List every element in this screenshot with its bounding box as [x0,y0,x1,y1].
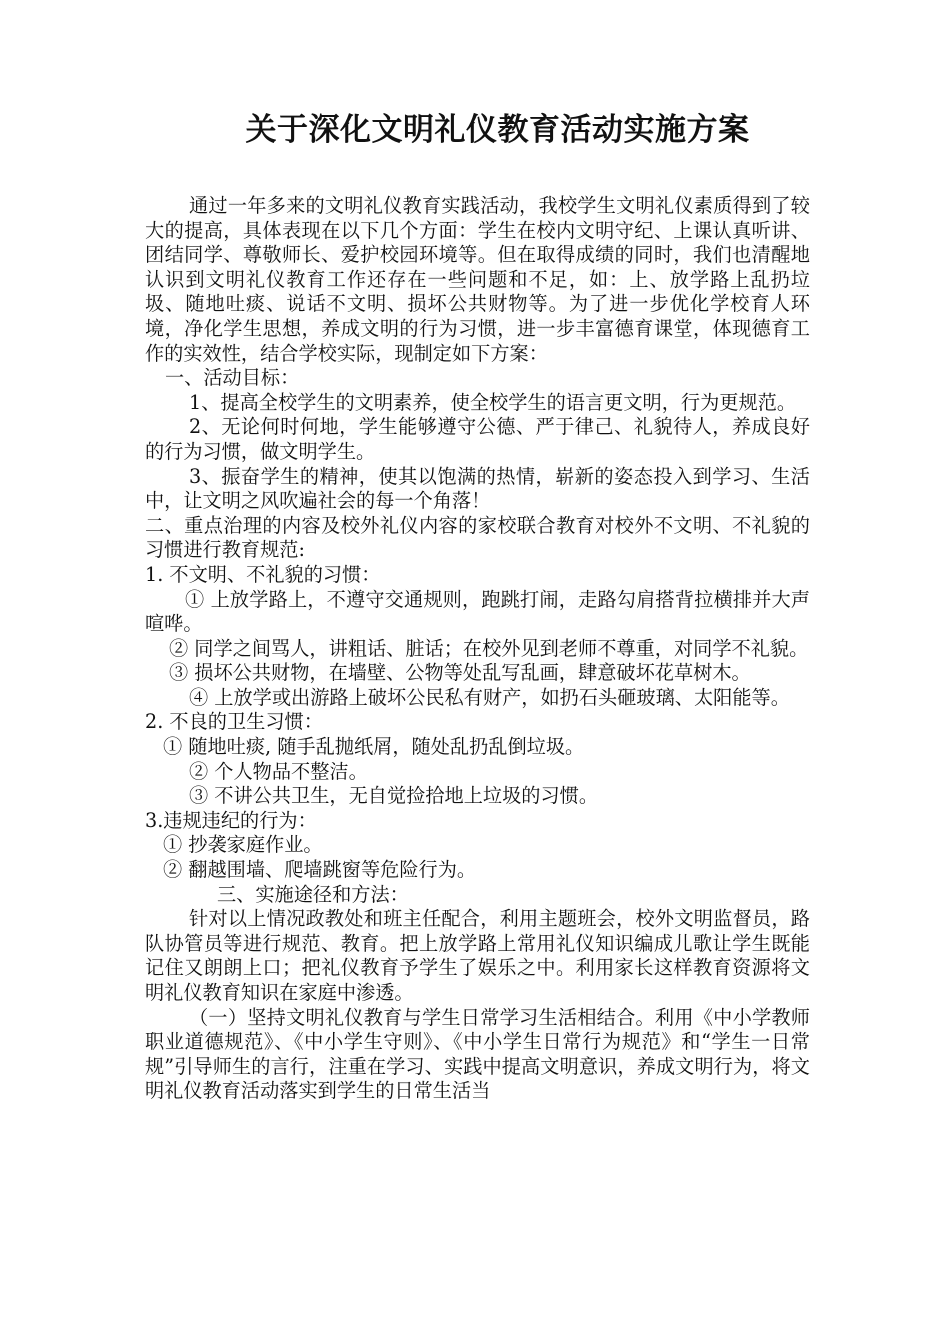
methods-item-1: （一）坚持文明礼仪教育与学生日常学习生活相结合。利用《中小学教师职业道德规范》、《中小学生守则》、《中小学生日常行为规范》和“学生一日常规”引导师生的言行，注重在学习、实践中提高文明意识，养成文明行为，将文明礼仪教育活动落实到学生的日常生活当 [145,1005,810,1103]
goal-item-1: 1、提高全校学生的文明素养，使全校学生的语言更文明，行为更规范。 [189,390,797,414]
subsection-heading-2: 2. 不良的卫生习惯： [145,710,323,734]
goal-item-2: 2、无论何时何地，学生能够遵守公德、严于律己、礼貌待人，养成良好的行为习惯，做文明学生。 [145,415,810,463]
document-title: 关于深化文明礼仪教育活动实施方案 [245,112,750,148]
hygiene-item-1: ① 随地吐痰, 随手乱抛纸屑，随处乱扔乱倒垃圾。 [163,735,585,759]
habit-item-2: ② 同学之间骂人，讲粗话、脏话；在校外见到老师不尊重，对同学不礼貌。 [169,636,809,660]
hygiene-item-2: ② 个人物品不整洁。 [189,759,368,783]
violation-item-2: ② 翻越围墙、爬墙跳窗等危险行为。 [163,858,477,882]
methods-paragraph: 针对以上情况政教处和班主任配合，利用主题班会，校外文明监督员，路队协管员等进行规范、教育。把上放学路上常用礼仪知识编成儿歌让学生既能记住又朗朗上口；把礼仪教育予学生了娱乐之中。利用家长这样教育资源将文明礼仪教育知识在家庭中渗透。 [145,907,810,1004]
goal-item-3: 3、振奋学生的精神，使其以饱满的热情，崭新的姿态投入到学习、生活中，让文明之风吹遍社会的每一个角落！ [145,464,810,513]
hygiene-item-3: ③ 不讲公共卫生，无自觉捡拾地上垃圾的习惯。 [189,784,599,808]
section-heading-methods: 三、实施途径和方法： [217,882,409,906]
habit-item-1: ① 上放学路上，不遵守交通规则，跑跳打闹，走路勾肩搭背拉横排并大声喧哗。 [145,587,810,636]
section-heading-goals: 一、活动目标： [165,366,300,390]
intro-paragraph: 通过一年多来的文明礼仪教育实践活动，我校学生文明礼仪素质得到了较大的提高，具体表现在以下几个方面：学生在校内文明守纪、上课认真听讲、团结同学、尊敬师长、爱护校园环境等。但在取得成绩的同时，我们也清醒地认识到文明礼仪教育工作还存在一些问题和不足，如：上、放学路上乱扔垃圾、随地吐痰、说话不文明、损坏公共财物等。为了进一步优化学校育人环境，净化学生思想，养成文明的行为习惯，进一步丰富德育课堂，体现德育工作的实效性，结合学校实际，现制定如下方案： [145,194,810,365]
habit-item-4: ④ 上放学或出游路上破坏公民私有财产，如扔石头砸玻璃、太阳能等。 [189,685,790,709]
subsection-heading-1: 1. 不文明、不礼貌的习惯： [145,562,381,586]
habit-item-3: ③ 损坏公共财物，在墙壁、公物等处乱写乱画，肆意破坏花草树木。 [169,661,751,685]
violation-item-1: ① 抄袭家庭作业。 [163,833,323,857]
section-heading-focus: 二、重点治理的内容及校外礼仪内容的家校联合教育对校外不文明、不礼貌的习惯进行教育规范: [145,513,810,562]
document-page [145,110,810,1104]
document-body [145,194,810,1104]
subsection-heading-3: 3.违规违纪的行为： [145,808,317,832]
